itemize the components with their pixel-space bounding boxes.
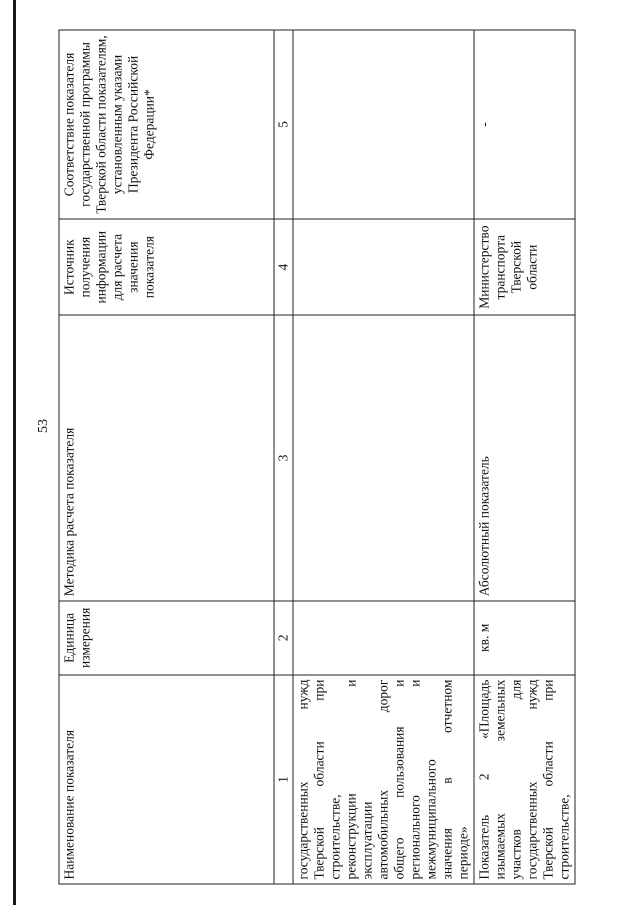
column-number: 3 (274, 315, 293, 600)
row-compliance: - (474, 30, 575, 219)
row-compliance (293, 30, 474, 219)
indicator-table-rotated (59, 30, 609, 885)
row-method (293, 315, 474, 600)
header-compliance: Соответствие показателя государственной программы Тверской области показателям, установленным указами Президента Российской Федерации* (59, 30, 274, 219)
header-unit: Единица измерения (59, 601, 274, 675)
column-number-row (274, 30, 293, 884)
header-source: Источник получения информации для расчета значения показателя (59, 219, 274, 315)
column-number: 1 (274, 675, 293, 884)
left-margin-line (13, 0, 16, 905)
indicator-table (59, 30, 576, 885)
row-name: государственных нужд Тверской области при строительстве, реконструкции и эксплуатации автомобильных дорог общего пользования и регионального и межмуниципального значения в отчетном периоде» (293, 675, 474, 884)
header-name: Наименование показателя (59, 675, 274, 884)
column-number: 4 (274, 219, 293, 315)
table-row (474, 30, 575, 884)
column-number: 2 (274, 601, 293, 675)
page-number: 53 (36, 419, 51, 433)
row-unit (293, 601, 474, 675)
header-method: Методика расчета показателя (59, 315, 274, 600)
table-row (293, 30, 474, 884)
row-source: Министерство транспорта Тверской области (474, 219, 575, 315)
table-header-row (59, 30, 274, 884)
row-method: Абсолютный показатель (474, 315, 575, 600)
column-number: 5 (274, 30, 293, 219)
row-source (293, 219, 474, 315)
row-unit: кв. м (474, 601, 575, 675)
row-name: Показатель 2 «Площадь изымаемых земельных участков для государственных нужд Тверской области при строительстве, (474, 675, 575, 884)
